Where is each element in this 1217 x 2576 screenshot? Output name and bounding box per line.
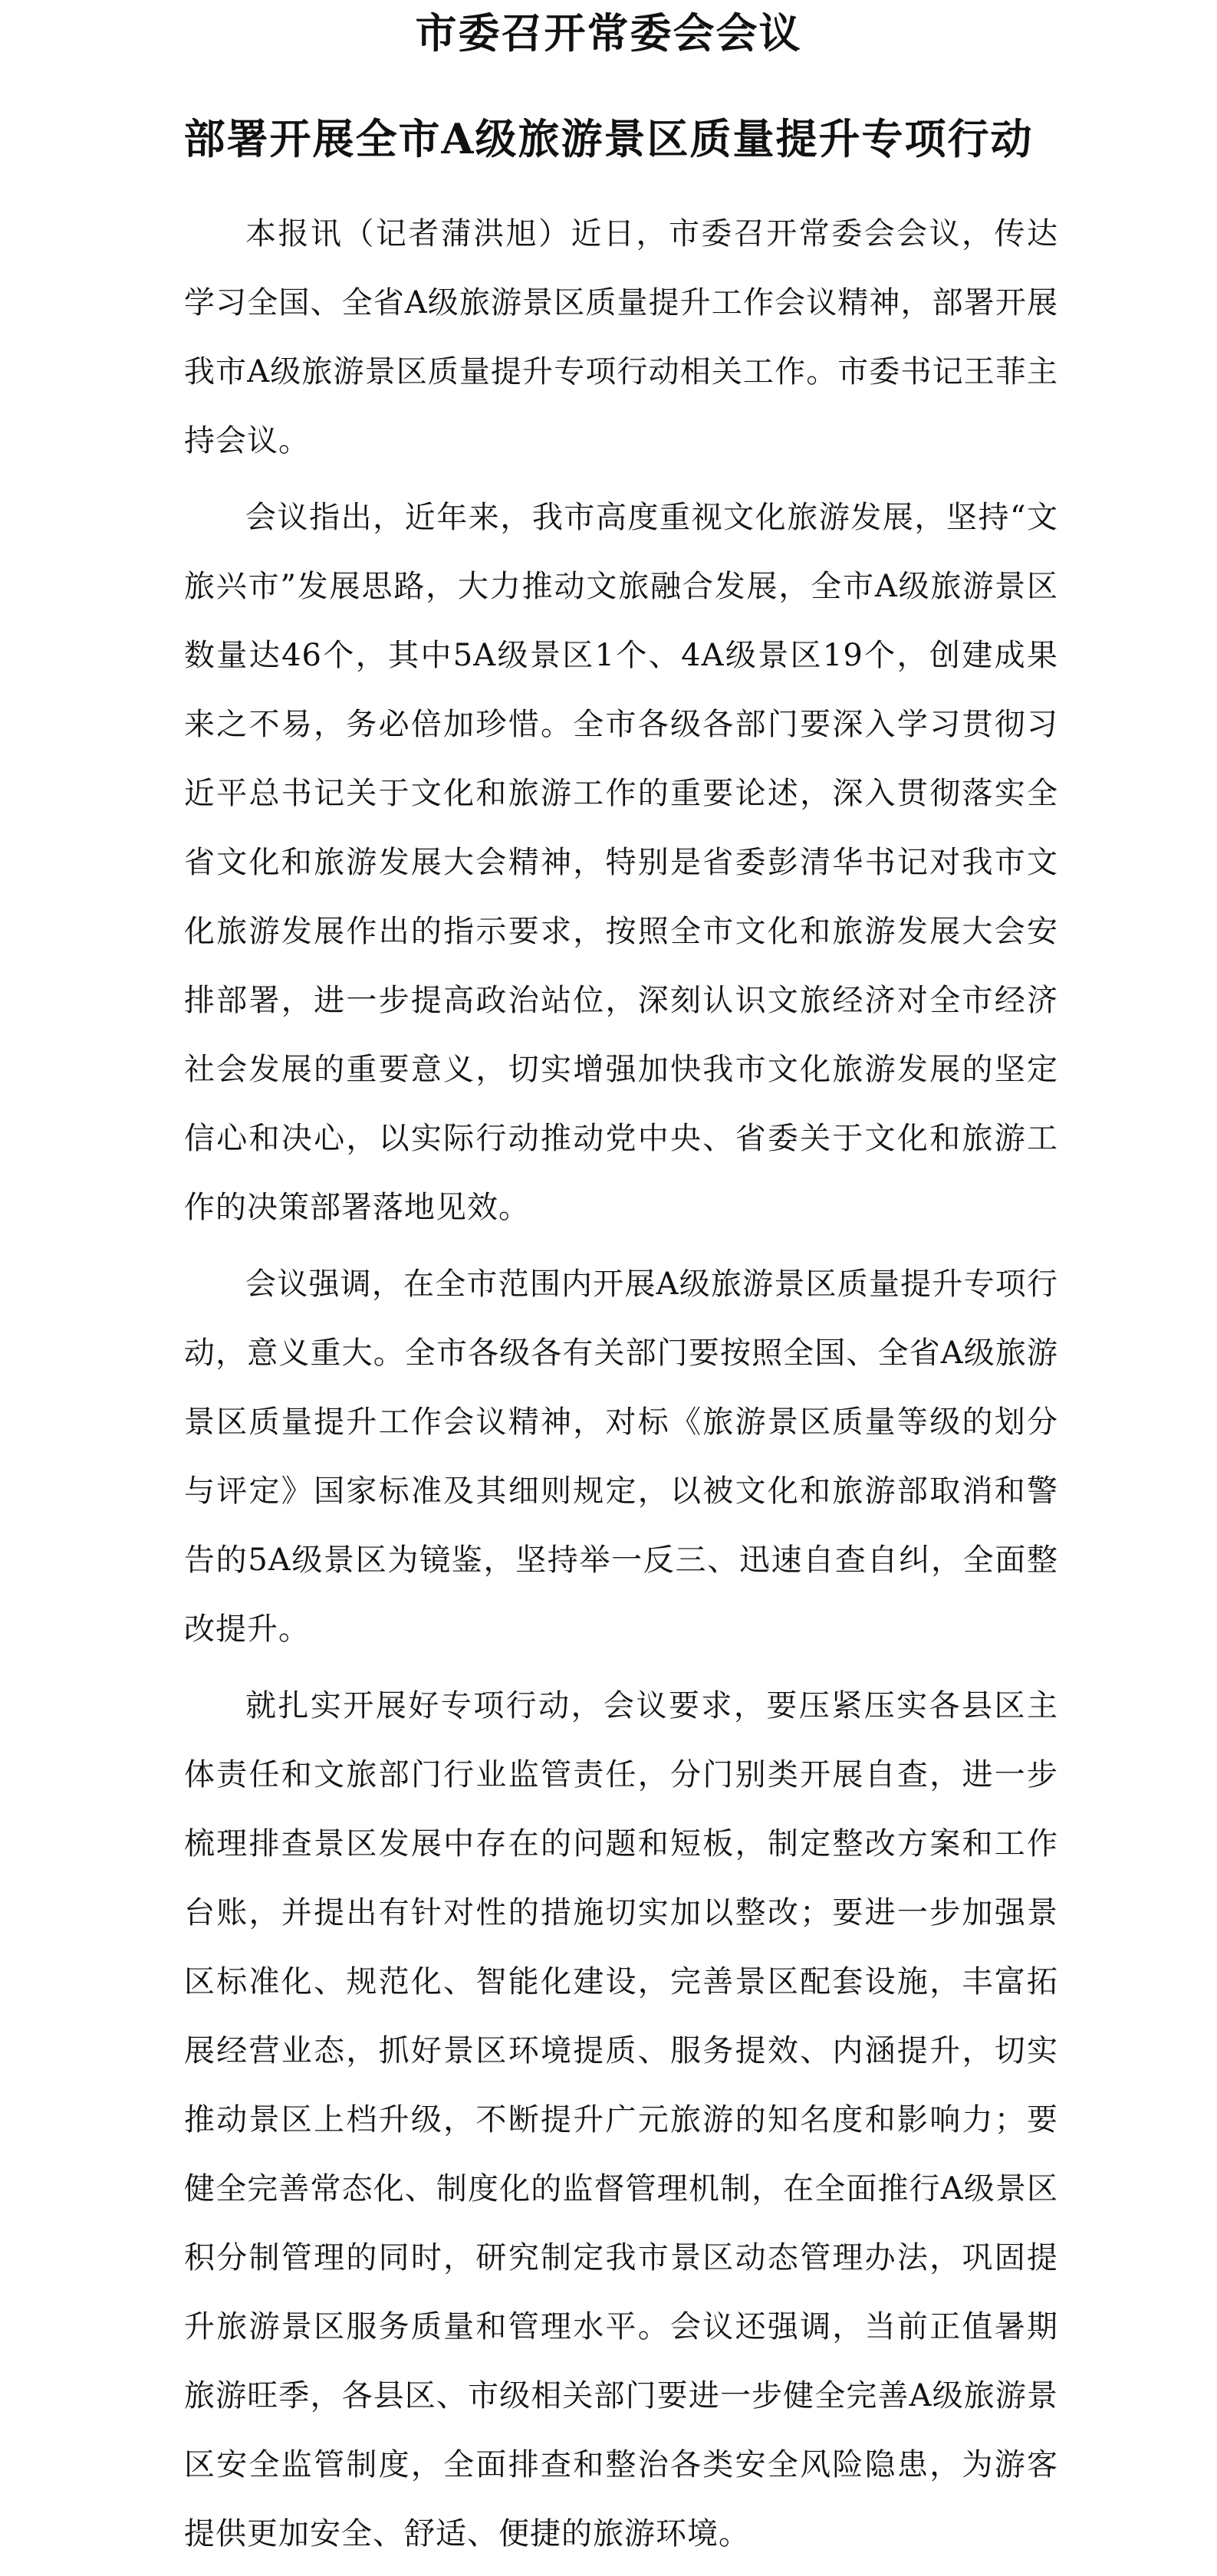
article-subtitle: 部署开展全市A级旅游景区质量提升专项行动 (183, 114, 1034, 163)
article-body (184, 199, 1058, 2576)
article-paragraph-1: 本报讯（记者蒲洪旭）近日，市委召开常委会会议，传达学习全国、全省A级旅游景区质量提升工作会议精神，部署开展我市A级旅游景区质量提升专项行动相关工作。市委书记王菲主持会议。 (184, 216, 1058, 458)
article-title: 市委召开常委会会议 (415, 8, 802, 58)
article-paragraph-2: 会议指出，近年来，我市高度重视文化旅游发展，坚持“文旅兴市”发展思路，大力推动文旅融合发展，全市A级旅游景区数量达46个，其中5A级景区1个、4A级景区19个，创建成果来之不易，务必倍加珍惜。全市各级各部门要深入学习贯彻习近平总书记关于文化和旅游工作的重要论述，深入贯彻落实全省文化和旅游发展大会精神，特别是省委彭清华书记对我市文化旅游发展作出的指示要求，按照全市文化和旅游发展大会安排部署，进一步提高政治站位，深刻认识文旅经济对全市经济社会发展的重要意义，切实增强加快我市文化旅游发展的坚定信心和决心，以实际行动推动党中央、省委关于文化和旅游工作的决策部署落地见效。 (184, 500, 1058, 1225)
article-paragraph-3: 会议强调，在全市范围内开展A级旅游景区质量提升专项行动，意义重大。全市各级各有关部门要按照全国、全省A级旅游景区质量提升工作会议精神，对标《旅游景区质量等级的划分与评定》国家标准及其细则规定，以被文化和旅游部取消和警告的5A级景区为镜鉴，坚持举一反三、迅速自查自纠，全面整改提升。 (184, 1267, 1058, 1647)
article-paragraph-4: 就扎实开展好专项行动，会议要求，要压紧压实各县区主体责任和文旅部门行业监管责任，分门别类开展自查，进一步梳理排查景区发展中存在的问题和短板，制定整改方案和工作台账，并提出有针对性的措施切实加以整改；要进一步加强景区标准化、规范化、智能化建设，完善景区配套设施，丰富拓展经营业态，抓好景区环境提质、服务提效、内涵提升，切实推动景区上档升级，不断提升广元旅游的知名度和影响力；要健全完善常态化、制度化的监督管理机制，在全面推行A级景区积分制管理的同时，研究制定我市景区动态管理办法，巩固提升旅游景区服务质量和管理水平。会议还强调，当前正值暑期旅游旺季，各县区、市级相关部门要进一步健全完善A级旅游景区安全监管制度，全面排查和整治各类安全风险隐患，为游客提供更加安全、舒适、便捷的旅游环境。 (184, 1688, 1058, 2551)
